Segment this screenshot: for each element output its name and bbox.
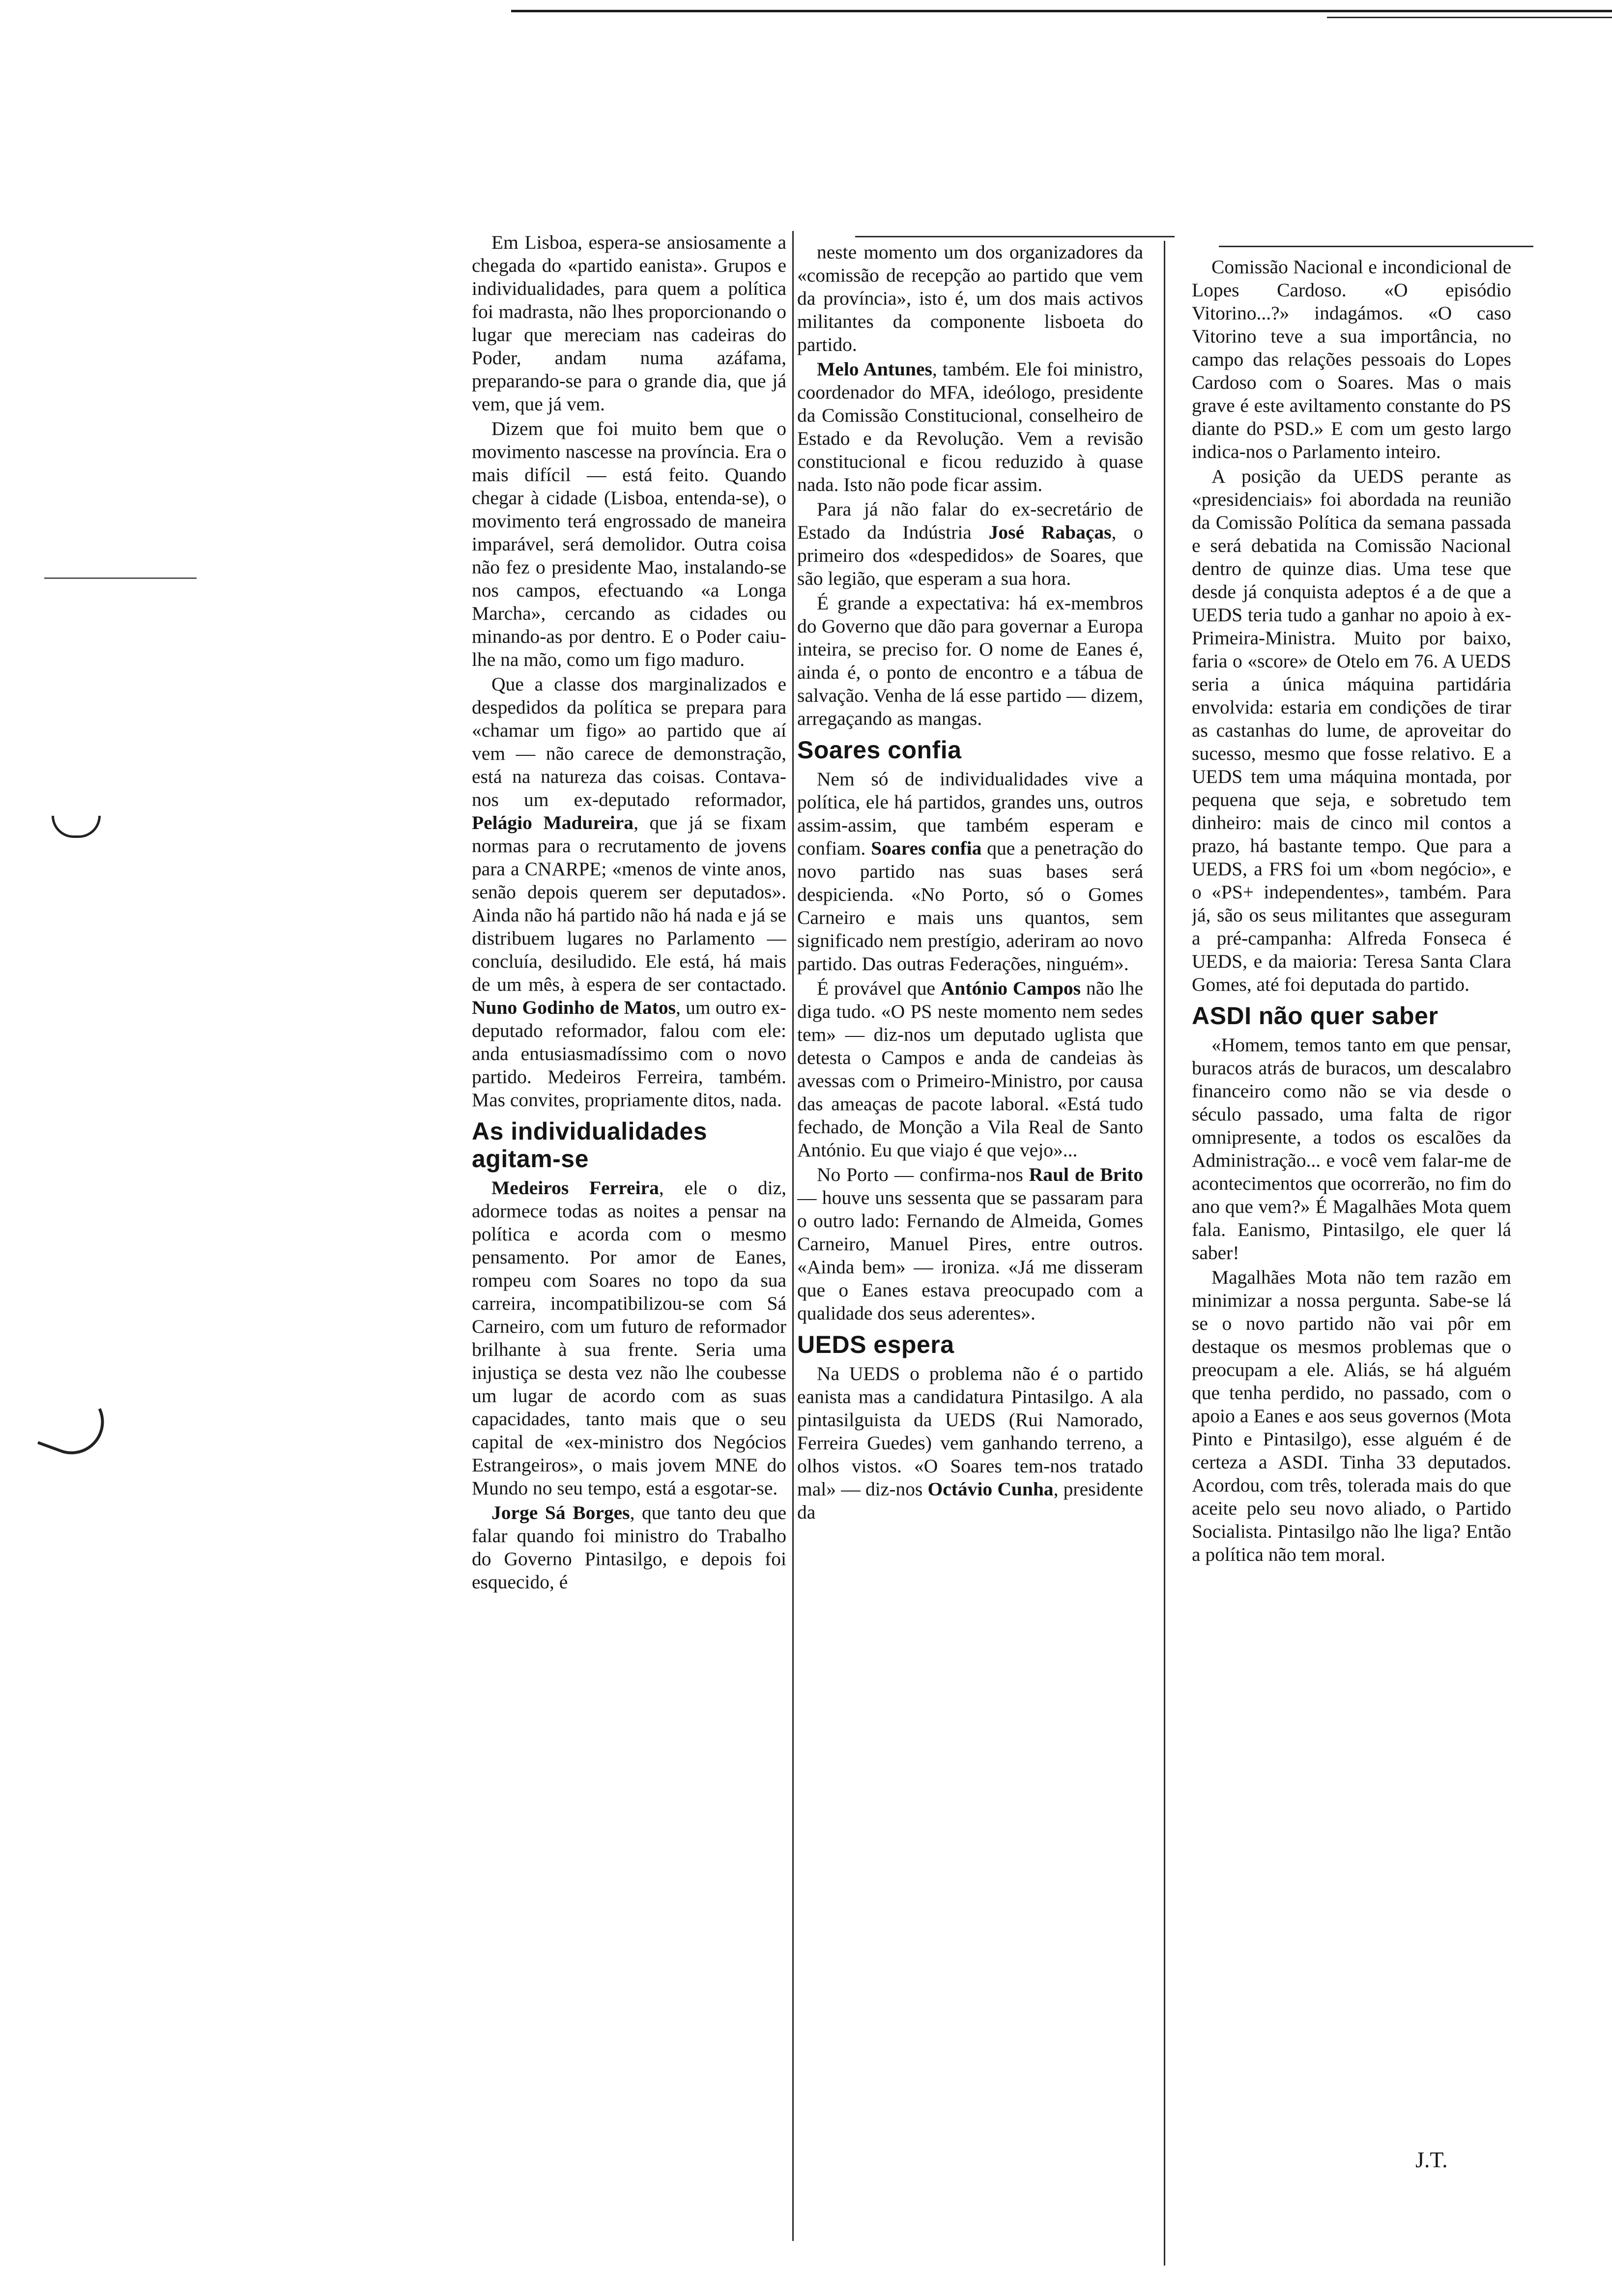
column-divider-right <box>1164 241 1165 2266</box>
text-run: , que tanto deu que falar quando foi ministro do Trabalho do Governo Pintasilgo, e depois foi esquecido, é <box>472 1502 786 1593</box>
text-run: , também. Ele foi ministro, coordenador do MFA, ideólogo, presidente da Comissão Constitucional, conselheiro de Estado e da Revolução. Vem a revisão constitucional e ficou reduzido à quase nada. Isto não pode ficar assim. <box>797 358 1143 495</box>
text-run: No Porto — confirma-nos <box>817 1164 1029 1185</box>
person-name: Jorge Sá Borges <box>491 1502 630 1523</box>
person-name: Medeiros Ferreira <box>491 1177 659 1199</box>
text-run: Para já não falar do ex-secretário de Estado da Indústria <box>797 498 1143 543</box>
section-heading: Soares confia <box>797 736 962 764</box>
paragraph: A posição da UEDS perante as «presidenciais» foi abordada na reunião da Comissão Política da semana passada e será debatida na Comissão Nacional dentro de quinze dias. Uma tese que desde já conquista adeptos é a de que a UEDS teria tudo a ganhar no apoio à ex-Primeira-Ministra. Muito por baixo, faria o «score» de Otelo em 76. A UEDS seria a única máquina partidária envolvida: estaria em condições de tirar as castanhas do lume, de aproveitar do sucesso, mesmo que fosse relativo. E a UEDS tem uma máquina montada, por pequena que seja, e sobretudo tem dinheiro: mais de cinco mil contos a prazo, há bastante tempo. Que para a UEDS, a FRS foi um «bom negócio», e o «PS+ independentes», também. Para já, são os seus militantes que asseguram a pré-campanha: Alfreda Fonseca é UEDS, e da maioria: Teresa Santa Clara Gomes, até foi deputada do partido. <box>1192 465 1511 995</box>
paragraph: Dizem que foi muito bem que o movimento nascesse na província. Era o mais difícil — está feito. Quando chegar à cidade (Lisboa, entenda-se), o movimento terá engrossado de maneira imparável, será demolidor. Outra coisa não fez o presidente Mao, instalando-se nos campos, efectuando «a Longa Marcha», cercando as cidades ou minando-as por dentro. E o Poder caiu-lhe na mão, como um figo maduro. <box>472 418 786 670</box>
scan-mark-hole <box>37 1383 113 1464</box>
person-name: Nuno Godinho de Matos <box>472 997 676 1018</box>
text-run: Nem só de individualidades vive a política, ele há partidos, grandes uns, outros assim-assim, que também esperam e confiam. <box>797 768 1143 859</box>
author-signature: J.T. <box>1415 2147 1448 2172</box>
text-run: Que a classe dos marginalizados e despedidos da política se prepara para «chamar um figo» ao partido que aí vem — não carece de demonstração, está na natureza das coisas. Contava-nos um ex-deputado reformador, <box>472 673 786 810</box>
scan-mark-dash <box>44 577 197 579</box>
paragraph: Magalhães Mota não tem razão em minimizar a nossa pergunta. Sabe-se lá se o novo partido não vai pôr em destaque os mesmos problemas que o preocupam a ele. Aliás, se há alguém que tenha perdido, no passado, com o apoio a Eanes e aos seus governos (Mota Pinto e Pintasilgo), esse alguém é de certeza a ASDI. Tinha 33 deputados. Acordou, com três, tolerada mais do que aceite pelo seu novo aliado, o Partido Socialista. Pintasilgo não lhe liga? Então a política não tem moral. <box>1192 1266 1511 1565</box>
person-name: António Campos <box>940 977 1081 999</box>
text-run: , presidente da <box>797 1478 1143 1523</box>
text-run: , que já se fixam normas para o recrutamento de jovens para a CNARPE; «menos de vinte anos, senão depois querem ser deputados». Ainda não há partido não há nada e já se distribuem lugares no Parlamento — concluía, desiludido. Ele está, há mais de um mês, à espera de ser contactado. <box>472 812 786 995</box>
paragraph: Comissão Nacional e incondicional de Lopes Cardoso. «O episódio Vitorino...?» indagámos. «O caso Vitorino teve a sua importância, no campo das relações pessoais do Lopes Cardoso com o Soares. Mas o mais grave é este aviltamento constante do PS diante do PSD.» E com um gesto largo indica-nos o Parlamento inteiro. <box>1192 256 1511 462</box>
text-run: não lhe diga tudo. «O PS neste momento nem sedes tem» — diz-nos um deputado uglista que detesta o Campos e anda de candeias às avessas com o Primeiro-Ministro, por causa das ameaças de pacote laboral. «Está tudo fechado, de Monção a Vila Real de Santo António. Eu que viajo é que vejo»... <box>797 977 1143 1161</box>
paragraph <box>797 1362 1143 1524</box>
paragraph: É grande a expectativa: há ex-membros do Governo que dão para governar a Europa inteira, se preciso for. O nome de Eanes é, ainda é, o ponto de encontro e a tábua de salvação. Venha de lá esse partido — dizem, arregaçando as mangas. <box>797 592 1143 729</box>
section-heading: UEDS espera <box>797 1331 954 1358</box>
paragraph <box>472 1501 786 1594</box>
column-divider-top <box>855 236 1175 237</box>
text-run: que a penetração do novo partido nas suas bases será despicienda. «No Porto, só o Gomes Carneiro e mais uns quantos, sem significado nem prestígio, aderiram ao novo partido. Das outras Federações, ninguém». <box>797 837 1143 975</box>
paragraph <box>797 977 1143 1162</box>
text-run: Na UEDS o problema não é o partido eanista mas a candidatura Pintasilgo. A ala pintasilguista da UEDS (Rui Namorado, Ferreira Guedes) vem ganhando terreno, a olhos vistos. «O Soares tem-nos tratado mal» — diz-nos <box>797 1363 1143 1500</box>
top-border-rule <box>511 10 1612 12</box>
person-name: José Rabaças <box>988 521 1112 543</box>
column-divider-left <box>792 231 794 2241</box>
column-divider-top-right <box>1219 246 1533 247</box>
section-heading: ASDI não quer saber <box>1192 1002 1439 1030</box>
paragraph <box>797 358 1143 496</box>
paragraph <box>472 673 786 1112</box>
paragraph <box>797 498 1143 590</box>
paragraph <box>797 1163 1143 1325</box>
paragraph: Em Lisboa, espera-se ansiosamente a chegada do «partido eanista». Grupos e individualidades, para quem a política foi madrasta, não lhes proporcionando o lugar que mereciam nas cadeiras do Poder, andam numa azáfama, preparando-se para o grande dia, que já vem, que já vem. <box>472 231 786 415</box>
person-name: Octávio Cunha <box>927 1478 1054 1500</box>
top-border-rule-secondary <box>1327 17 1612 18</box>
text-run: , um outro ex-deputado reformador, falou com ele: anda entusiasmadíssimo com o novo partido. Medeiros Ferreira, também. Mas convites, propriamente ditos, nada. <box>472 997 786 1111</box>
paragraph: «Homem, temos tanto em que pensar, buracos atrás de buracos, um descalabro financeiro como não se via desde o século passado, uma falta de rigor omnipresente, a todos os escalões da Administração... e você vem falar-me de acontecimentos que ocorrerão, no fim do ano que vem?» É Magalhães Mota quem fala. Eanismo, Pintasilgo, ele quer lá saber! <box>1192 1034 1511 1263</box>
article-column-2 <box>797 241 1143 2275</box>
article-column-3 <box>1192 256 1511 2290</box>
person-name: Soares confia <box>871 837 982 859</box>
person-name: Raul de Brito <box>1029 1164 1143 1185</box>
person-name: Pelágio Madureira <box>472 812 634 833</box>
paragraph <box>472 1177 786 1500</box>
paragraph <box>797 768 1143 976</box>
text-run: , ele o diz, adormece todas as noites a pensar na política e acorda com o mesmo pensamento. Por amor de Eanes, rompeu com Soares no topo da sua carreira, incompatibilizou-se com Sá Carneiro, com um futuro de reformador brilhante à sua frente. Seria uma injustiça se desta vez não lhe coubesse um lugar de acordo com as suas capacidades, tanto mais que o seu capital de «ex-ministro dos Negócios Estrangeiros», o mais jovem MNE do Mundo no seu tempo, está a esgotar-se. <box>472 1177 786 1499</box>
section-heading: As individualidades agitam-se <box>472 1118 708 1173</box>
scan-mark-arc <box>52 816 101 838</box>
text-run: , o primeiro dos «despedidos» de Soares, que são legião, que esperam a sua hora. <box>797 521 1143 589</box>
article-column-1 <box>472 231 786 2266</box>
person-name: Melo Antunes <box>817 358 932 380</box>
paragraph: neste momento um dos organizadores da «comissão de recepção ao partido que vem da província», isto é, um dos mais activos militantes da componente lisboeta do partido. <box>797 241 1143 355</box>
text-run: — houve uns sessenta que se passaram para o outro lado: Fernando de Almeida, Gomes Carneiro, Manuel Pires, entre outros. «Ainda bem» — ironiza. «Já me disseram que o Eanes estava preocupado com a qualidade dos seus aderentes». <box>797 1187 1143 1324</box>
text-run: É provável que <box>817 977 941 999</box>
